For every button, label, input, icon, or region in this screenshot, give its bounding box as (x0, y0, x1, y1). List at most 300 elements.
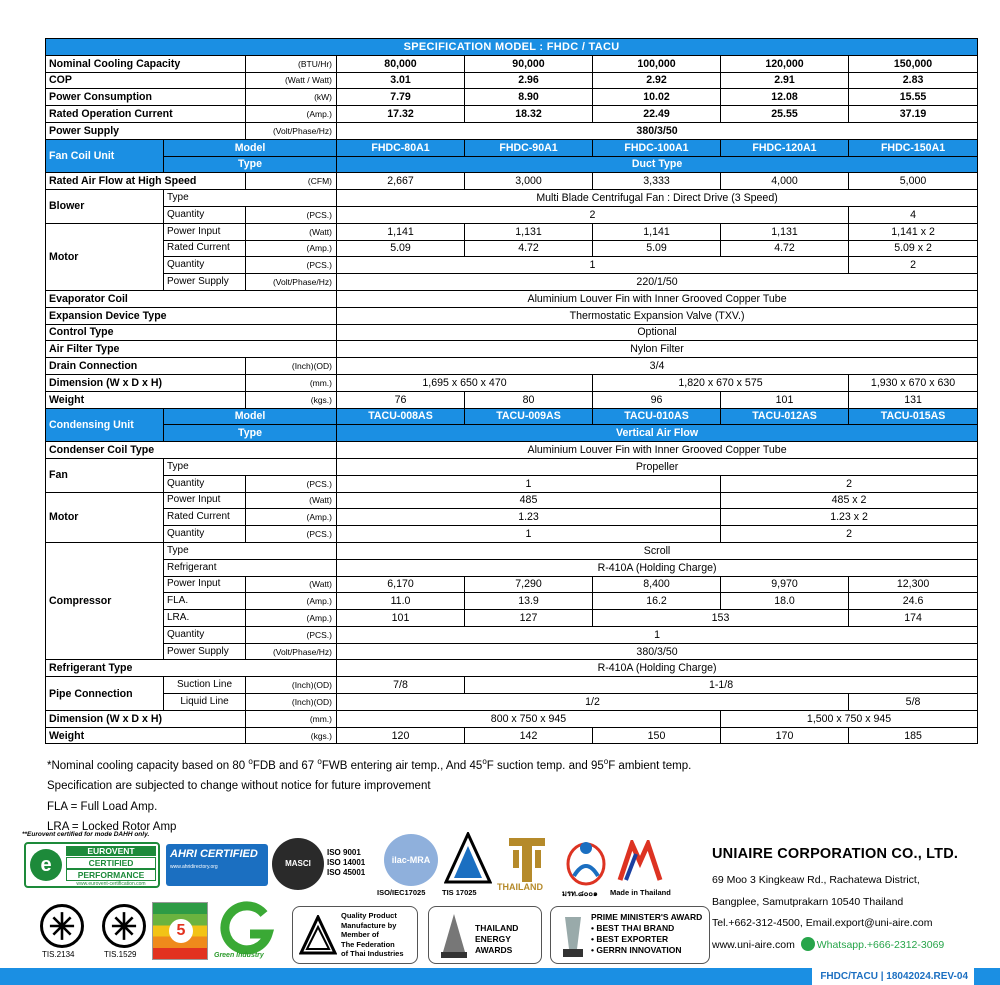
table-row (46, 559, 978, 576)
type-value: Vertical Air Flow (337, 425, 978, 442)
table-row (46, 660, 978, 677)
thailand-trust-mark-icon (507, 836, 547, 886)
table-row (46, 408, 978, 425)
type-label: Type (164, 425, 337, 442)
model-cell: TACU-009AS (465, 408, 593, 425)
table-row (46, 542, 978, 559)
table-row (46, 526, 978, 543)
company-contact[interactable]: Tel.+662-312-4500, Email.export@uni-aire.com (712, 917, 933, 929)
cell: 17.32 (337, 106, 465, 123)
row-label: Nominal Cooling Capacity (46, 55, 246, 72)
row-unit: (Amp.) (246, 593, 337, 610)
company-address-1: 69 Moo 3 Kingkeaw Rd., Rachatewa District, (712, 874, 920, 886)
degree-mark: o (603, 757, 609, 766)
row-label: Power Consumption (46, 89, 246, 106)
table-row (46, 710, 978, 727)
table-row (46, 106, 978, 123)
nac-triangle-icon (444, 832, 492, 884)
cell: 1,500 x 750 x 945 (721, 710, 978, 727)
cell: 170 (721, 727, 849, 744)
cell: 485 (337, 492, 721, 509)
cell: 16.2 (593, 593, 721, 610)
ahri-certified-logo (166, 844, 268, 886)
thailand-trust-label: THAILAND (497, 882, 543, 892)
table-row (46, 274, 978, 291)
table-row (46, 257, 978, 274)
sub-label: Liquid Line (164, 694, 246, 711)
company-info (712, 846, 982, 956)
award-trophy-icon (559, 913, 587, 959)
note-lra: LRA = Locked Rotor Amp (47, 821, 177, 834)
row-unit: (kgs.) (246, 391, 337, 408)
row-unit: (CFM) (246, 173, 337, 190)
specification-table (45, 38, 978, 744)
fti-member-badge (292, 906, 418, 964)
table-row (46, 190, 978, 207)
cell: 4 (849, 206, 978, 223)
cell: Aluminium Louver Fin with Inner Grooved Copper Tube (337, 442, 978, 459)
iso-45001: ISO 45001 (327, 868, 366, 877)
cell: 90,000 (465, 55, 593, 72)
eurovent-logo (24, 842, 160, 888)
cell: 24.6 (849, 593, 978, 610)
cell: 6,170 (337, 576, 465, 593)
pm-text (591, 912, 702, 956)
cell: 1/2 (337, 694, 849, 711)
cell: 2.96 (465, 72, 593, 89)
spec-title: SPECIFICATION MODEL : FHDC / TACU (46, 39, 978, 56)
energy-label-number: 5 (169, 919, 193, 943)
sub-label: Power Input (164, 576, 246, 593)
cell: 12.08 (721, 89, 849, 106)
cell: 10.02 (593, 89, 721, 106)
table-row (46, 122, 978, 139)
note-text: F ambient temp. (608, 759, 692, 772)
cell: 5/8 (849, 694, 978, 711)
cell: 2.83 (849, 72, 978, 89)
table-row (46, 240, 978, 257)
row-unit: (Amp.) (246, 240, 337, 257)
cell: 1.23 (337, 509, 721, 526)
table-row (46, 324, 978, 341)
note-text: FDB and 67 (252, 759, 318, 772)
cell: 2 (337, 206, 849, 223)
table-row (46, 576, 978, 593)
cell: 127 (465, 610, 593, 627)
eurovent-note: **Eurovent certified for mode DAHH only. (22, 831, 150, 838)
table-row (46, 55, 978, 72)
cell: 8.90 (465, 89, 593, 106)
table-row (46, 358, 978, 375)
eurovent-e-icon: e (30, 849, 62, 881)
table-row (46, 509, 978, 526)
row-unit: (Volt/Phase/Hz) (246, 274, 337, 291)
table-row (46, 173, 978, 190)
sub-label: Power Supply (164, 274, 246, 291)
cell: 25.55 (721, 106, 849, 123)
cell: 7.79 (337, 89, 465, 106)
cell: Aluminium Louver Fin with Inner Grooved Copper Tube (337, 290, 978, 307)
ahri-text: AHRI CERTIFIED (170, 848, 258, 860)
cell: 1,141 (593, 223, 721, 240)
cell: 800 x 750 x 945 (337, 710, 721, 727)
table-row (46, 341, 978, 358)
table-row (46, 492, 978, 509)
cell: 4.72 (465, 240, 593, 257)
cell: 3/4 (337, 358, 978, 375)
model-cell: FHDC-120A1 (721, 139, 849, 156)
row-unit: (Inch)(OD) (246, 358, 337, 375)
cell: 1 (337, 526, 721, 543)
row-label: Rated Operation Current (46, 106, 246, 123)
model-cell: FHDC-100A1 (593, 139, 721, 156)
note-text: *Nominal cooling capacity based on 80 (47, 759, 249, 772)
cell: 1,141 (337, 223, 465, 240)
prime-ministers-award-badge (550, 906, 710, 964)
model-cell: TACU-015AS (849, 408, 978, 425)
tea-text (475, 923, 518, 956)
row-unit: (Watt) (246, 576, 337, 593)
tis-2134-label: TIS.2134 (42, 950, 75, 959)
note-text: F suction temp. and 95 (486, 759, 604, 772)
company-name: UNIAIRE CORPORATION CO., LTD. (712, 846, 959, 862)
title-row (46, 39, 978, 56)
table-row (46, 626, 978, 643)
cell: 76 (337, 391, 465, 408)
row-unit: (Amp.) (246, 610, 337, 627)
row-unit: (Watt / Watt) (246, 72, 337, 89)
iso-14001: ISO 14001 (327, 858, 366, 867)
row-label: Dimension (W x D x H) (46, 710, 246, 727)
tis-17025-label: TIS 17025 (442, 888, 477, 897)
cell: 101 (337, 610, 465, 627)
masci-logo: MASCI (272, 838, 324, 890)
model-cell: FHDC-80A1 (337, 139, 465, 156)
cell: Propeller (337, 458, 978, 475)
cell: R-410A (Holding Charge) (337, 559, 978, 576)
cell: 15.55 (849, 89, 978, 106)
degree-mark: o (482, 757, 487, 766)
tis-2134-icon (40, 904, 84, 948)
cell: Multi Blade Centrifugal Fan : Direct Drive (3 Speed) (337, 190, 978, 207)
row-label: Compressor (46, 542, 164, 660)
table-row (46, 391, 978, 408)
table-row (46, 156, 978, 173)
row-unit: (Volt/Phase/Hz) (246, 643, 337, 660)
row-unit: (Amp.) (246, 106, 337, 123)
cell: Scroll (337, 542, 978, 559)
eurovent-url: www.eurovent-certification.com (76, 881, 146, 887)
cell: Optional (337, 324, 978, 341)
cell: 2 (849, 257, 978, 274)
sub-label: Quantity (164, 526, 246, 543)
cell: 150,000 (849, 55, 978, 72)
ilac-mra-logo: ilac-MRA (384, 834, 438, 886)
sub-label: Quantity (164, 475, 246, 492)
table-row (46, 458, 978, 475)
table-row (46, 610, 978, 627)
sub-label: Power Supply (164, 643, 246, 660)
table-row (46, 475, 978, 492)
table-row (46, 425, 978, 442)
cell: 2,667 (337, 173, 465, 190)
table-row (46, 727, 978, 744)
row-unit: (PCS.) (246, 475, 337, 492)
table-row (46, 89, 978, 106)
fti-line: Quality Product (341, 911, 397, 920)
thailand-energy-awards-badge (428, 906, 542, 964)
sub-label: Rated Current (164, 240, 246, 257)
cell: 120 (337, 727, 465, 744)
cell: 4.72 (721, 240, 849, 257)
cell: 8,400 (593, 576, 721, 593)
tea-line: THAILAND (475, 923, 519, 933)
cell: 1,131 (721, 223, 849, 240)
cell: 3,000 (465, 173, 593, 190)
cell: 5.09 x 2 (849, 240, 978, 257)
iso-list (327, 848, 365, 878)
cell: 220/1/50 (337, 274, 978, 291)
cell: 5.09 (593, 240, 721, 257)
cell: 11.0 (337, 593, 465, 610)
made-in-thailand-label: Made in Thailand (610, 888, 671, 897)
row-label: COP (46, 72, 246, 89)
sub-label: Rated Current (164, 509, 246, 526)
row-unit: (PCS.) (246, 206, 337, 223)
sub-label: Refrigerant (164, 559, 337, 576)
row-label: Control Type (46, 324, 337, 341)
cell: 2 (721, 526, 978, 543)
tis-1529-label: TIS.1529 (104, 950, 137, 959)
row-label: Pipe Connection (46, 677, 164, 711)
model-cell: FHDC-150A1 (849, 139, 978, 156)
model-label: Model (164, 408, 337, 425)
sub-label: Power Input (164, 223, 246, 240)
fti-line: of Thai Industries (341, 949, 404, 958)
row-label: Rated Air Flow at High Speed (46, 173, 246, 190)
fti-line: The Federation (341, 939, 395, 949)
sub-label: Suction Line (164, 677, 246, 694)
type-value: Duct Type (337, 156, 978, 173)
cell: 2 (721, 475, 978, 492)
sub-label: Type (164, 542, 337, 559)
cell: 3,333 (593, 173, 721, 190)
labour-standard-icon (564, 836, 608, 886)
cell: 13.9 (465, 593, 593, 610)
table-row (46, 206, 978, 223)
row-label: Power Supply (46, 122, 246, 139)
row-unit: (Inch)(OD) (246, 694, 337, 711)
row-label: Blower (46, 190, 164, 224)
sub-label: Quantity (164, 626, 246, 643)
mok-label: มรท.๘๐๐๑ (562, 889, 598, 898)
green-industry-label: Green Industry (214, 952, 264, 959)
eurovent-certified: CERTIFIED (66, 857, 156, 869)
green-industry-icon (218, 900, 278, 956)
whatsapp-icon (801, 937, 815, 951)
cell: 485 x 2 (721, 492, 978, 509)
certification-logos (22, 830, 712, 970)
fti-line: Member of (341, 930, 379, 939)
cell: 1,131 (465, 223, 593, 240)
cell: 1 (337, 626, 978, 643)
iso-9001: ISO 9001 (327, 848, 361, 857)
cell: 9,970 (721, 576, 849, 593)
row-unit: (Watt) (246, 492, 337, 509)
cell: 18.32 (465, 106, 593, 123)
row-label: Weight (46, 727, 246, 744)
sub-label: Type (164, 458, 337, 475)
row-label: Refrigerant Type (46, 660, 337, 677)
degree-mark: o (248, 757, 253, 766)
model-cell: TACU-012AS (721, 408, 849, 425)
cell: 1,820 x 670 x 575 (593, 374, 849, 391)
table-row (46, 374, 978, 391)
cell: 1 (337, 475, 721, 492)
cell: 12,300 (849, 576, 978, 593)
cell: 150 (593, 727, 721, 744)
trophy-icon (439, 912, 469, 960)
table-row (46, 290, 978, 307)
cell: 120,000 (721, 55, 849, 72)
cell: 142 (465, 727, 593, 744)
row-unit: (Volt/Phase/Hz) (246, 122, 337, 139)
company-web-line (712, 935, 982, 957)
cell: 1-1/8 (465, 677, 978, 694)
cell: 5,000 (849, 173, 978, 190)
cell: 1 (337, 257, 849, 274)
ahri-url: www.ahridirectory.org (170, 864, 218, 870)
row-unit: (mm.) (246, 374, 337, 391)
row-label: Motor (46, 492, 164, 542)
section-fan-coil-unit: Fan Coil Unit (46, 139, 164, 173)
note-text: FWB entering air temp., And 45 (321, 759, 483, 772)
cell: 4,000 (721, 173, 849, 190)
cell: 100,000 (593, 55, 721, 72)
cell: 7,290 (465, 576, 593, 593)
model-label: Model (164, 139, 337, 156)
company-whatsapp[interactable]: Whatsapp.+666-2312-3069 (816, 938, 945, 951)
cell: 96 (593, 391, 721, 408)
company-website[interactable]: www.uni-aire.com (712, 938, 795, 951)
row-unit: (BTU/Hr) (246, 55, 337, 72)
pm-line: • BEST EXPORTER (591, 934, 669, 944)
sub-label: LRA. (164, 610, 246, 627)
row-unit: (kW) (246, 89, 337, 106)
model-cell: TACU-010AS (593, 408, 721, 425)
cell: 1,141 x 2 (849, 223, 978, 240)
cell: 153 (593, 610, 849, 627)
company-address-2: Bangplee, Samutprakarn 10540 Thailand (712, 895, 904, 908)
cell: 2.91 (721, 72, 849, 89)
row-unit: (Watt) (246, 223, 337, 240)
eurovent-title: EUROVENT (66, 846, 156, 856)
cell: 37.19 (849, 106, 978, 123)
cell: Nylon Filter (337, 341, 978, 358)
table-row (46, 643, 978, 660)
cell: 174 (849, 610, 978, 627)
cell: 1,930 x 670 x 630 (849, 374, 978, 391)
fti-triangle-icon (299, 915, 337, 955)
row-label: Motor (46, 223, 164, 290)
note-fla: FLA = Full Load Amp. (47, 800, 158, 813)
row-unit: (kgs.) (246, 727, 337, 744)
table-row (46, 307, 978, 324)
row-label: Evaporator Coil (46, 290, 337, 307)
fti-line: Manufacture by (341, 920, 397, 930)
cell: 380/3/50 (337, 122, 978, 139)
pm-line: • BEST THAI BRAND (591, 923, 675, 933)
cell: 22.49 (593, 106, 721, 123)
cell: Thermostatic Expansion Valve (TXV.) (337, 307, 978, 324)
iso-iec-17025-label: ISO/IEC17025 (377, 888, 426, 897)
cell: R-410A (Holding Charge) (337, 660, 978, 677)
cell: 7/8 (337, 677, 465, 694)
pm-line: PRIME MINISTER'S AWARD (591, 912, 703, 922)
row-unit: (PCS.) (246, 257, 337, 274)
sub-label: FLA. (164, 593, 246, 610)
table-row (46, 139, 978, 156)
sub-label: Quantity (164, 206, 246, 223)
energy-label-5-icon (152, 902, 208, 960)
cell: 185 (849, 727, 978, 744)
type-label: Type (164, 156, 337, 173)
cell: 2.92 (593, 72, 721, 89)
model-cell: FHDC-90A1 (465, 139, 593, 156)
cell: 1,695 x 650 x 470 (337, 374, 593, 391)
row-label: Dimension (W x D x H) (46, 374, 246, 391)
sub-label: Type (164, 190, 337, 207)
cell: 101 (721, 391, 849, 408)
sub-label: Quantity (164, 257, 246, 274)
note-nominal-capacity (47, 752, 691, 776)
row-unit: (PCS.) (246, 526, 337, 543)
tea-line: AWARDS (475, 945, 513, 955)
made-in-thailand-icon (616, 840, 664, 882)
row-label: Expansion Device Type (46, 307, 337, 324)
model-cell: TACU-008AS (337, 408, 465, 425)
degree-mark: o (317, 757, 322, 766)
row-unit: (PCS.) (246, 626, 337, 643)
table-row (46, 223, 978, 240)
table-row (46, 593, 978, 610)
table-row (46, 694, 978, 711)
cell: 18.0 (721, 593, 849, 610)
table-row (46, 442, 978, 459)
notes (47, 752, 691, 838)
row-label: Air Filter Type (46, 341, 337, 358)
row-label: Fan (46, 458, 164, 492)
cell: 80 (465, 391, 593, 408)
row-label: Weight (46, 391, 246, 408)
cell: 131 (849, 391, 978, 408)
cell: 5.09 (337, 240, 465, 257)
document-revision: FHDC/TACU | 18042024.REV-04 (812, 968, 974, 985)
cell: 80,000 (337, 55, 465, 72)
table-row (46, 677, 978, 694)
pm-line: • GERRN INNOVATION (591, 945, 682, 955)
row-unit: (Amp.) (246, 509, 337, 526)
row-label: Drain Connection (46, 358, 246, 375)
cell: 3.01 (337, 72, 465, 89)
section-condensing-unit: Condensing Unit (46, 408, 164, 442)
cell: 380/3/50 (337, 643, 978, 660)
fti-text (341, 911, 404, 959)
row-unit: (mm.) (246, 710, 337, 727)
row-unit: (Inch)(OD) (246, 677, 337, 694)
row-label: Condenser Coil Type (46, 442, 337, 459)
eurovent-performance: PERFORMANCE (66, 869, 156, 881)
